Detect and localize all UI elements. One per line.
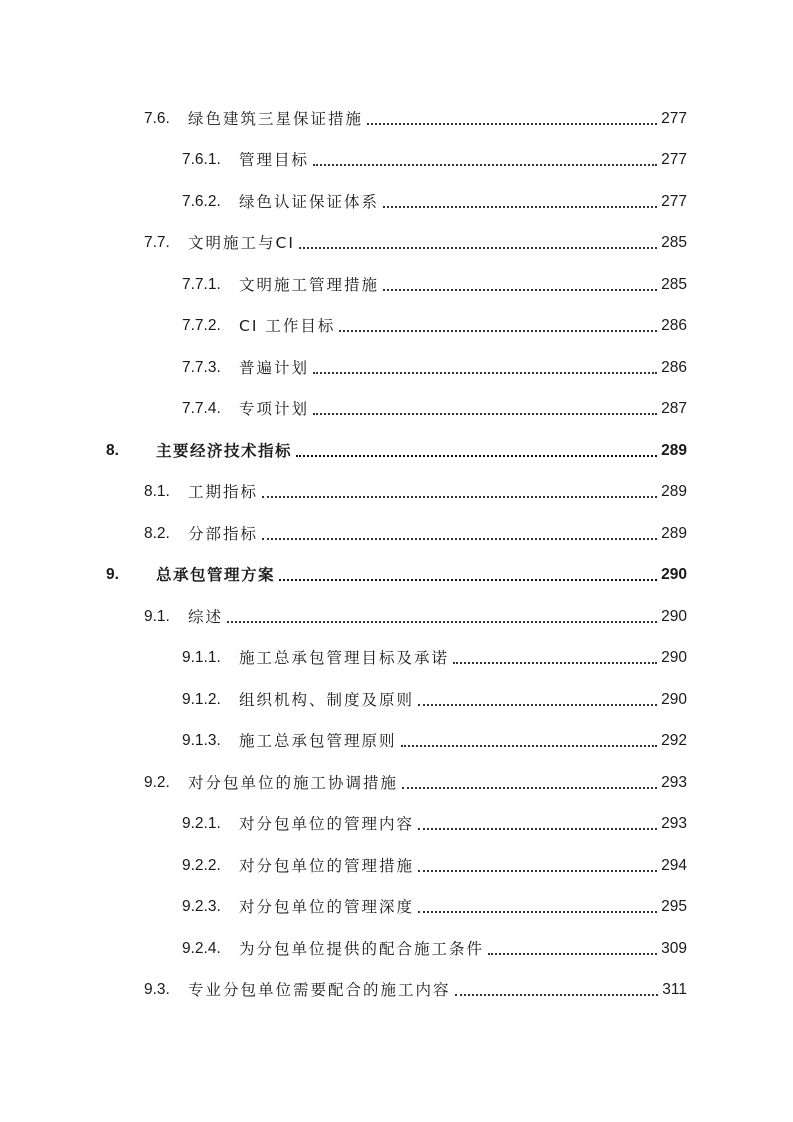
toc-page-number: 292: [661, 732, 687, 749]
toc-title: 施工总承包管理目标及承诺: [239, 649, 450, 667]
toc-title: 总承包管理方案: [156, 566, 276, 584]
toc-page-number: 293: [661, 815, 687, 832]
toc-entry-7-6[interactable]: [144, 105, 687, 129]
toc-page-number: 285: [661, 234, 687, 251]
toc-title: 管理目标: [239, 151, 310, 169]
toc-title: 专项计划: [239, 400, 310, 418]
toc-entry-7-6-1[interactable]: [182, 146, 687, 170]
dot-leader: [418, 870, 657, 872]
dot-leader: [313, 164, 657, 166]
toc-entry-7-7-1[interactable]: [182, 271, 687, 295]
toc-number: 9.2.4.: [182, 940, 221, 957]
toc-page-number: 286: [661, 359, 687, 376]
dot-leader: [279, 579, 657, 581]
toc-title: 绿色建筑三星保证措施: [188, 110, 364, 128]
toc-entry-8[interactable]: [106, 437, 687, 461]
dot-leader: [262, 496, 657, 498]
toc-entry-8-1[interactable]: [144, 478, 687, 502]
toc-entry-7-7-3[interactable]: [182, 354, 687, 378]
toc-title: 对分包单位的管理措施: [239, 857, 415, 875]
toc-title: 绿色认证保证体系: [239, 193, 380, 211]
toc-number: 8.: [106, 442, 119, 459]
toc-number: 9.2.1.: [182, 815, 221, 832]
toc-title: 对分包单位的管理内容: [239, 815, 415, 833]
toc-number: 7.7.: [144, 234, 170, 251]
toc-title: 文明施工管理措施: [239, 276, 380, 294]
toc-title: 工期指标: [188, 483, 259, 501]
toc-page-number: 290: [661, 566, 687, 583]
dot-leader: [339, 330, 657, 332]
toc-page-number: 295: [661, 898, 687, 915]
dot-leader: [313, 413, 657, 415]
toc-title: CI 工作目标: [239, 317, 336, 335]
toc-number: 9.1.3.: [182, 732, 221, 749]
toc-entry-9[interactable]: [106, 561, 687, 585]
toc-title: 为分包单位提供的配合施工条件: [239, 940, 485, 958]
toc-entry-7-7-4[interactable]: [182, 395, 687, 419]
toc-entry-9-1-2[interactable]: [182, 686, 687, 710]
toc-page-number: 286: [661, 317, 687, 334]
toc-entry-9-2-3[interactable]: [182, 893, 687, 917]
toc-entry-9-2-1[interactable]: [182, 810, 687, 834]
dot-leader: [418, 828, 657, 830]
toc-page-number: 277: [661, 110, 687, 127]
dot-leader: [455, 994, 659, 996]
toc-number: 7.7.2.: [182, 317, 221, 334]
dot-leader: [402, 787, 657, 789]
toc-number: 7.6.: [144, 110, 170, 127]
toc-entry-9-2[interactable]: [144, 769, 687, 793]
toc-number: 9.2.3.: [182, 898, 221, 915]
toc-page-number: 294: [661, 857, 687, 874]
dot-leader: [296, 455, 657, 457]
toc-entry-9-1-3[interactable]: [182, 727, 687, 751]
dot-leader: [383, 289, 657, 291]
toc-title: 普遍计划: [239, 359, 310, 377]
toc-number: 9.3.: [144, 981, 170, 998]
dot-leader: [383, 206, 657, 208]
toc-page-number: 311: [662, 981, 687, 998]
toc-page-number: 289: [661, 525, 687, 542]
dot-leader: [313, 372, 657, 374]
toc-entry-9-1-1[interactable]: [182, 644, 687, 668]
toc-title: 文明施工与CI: [188, 234, 295, 252]
dot-leader: [418, 704, 657, 706]
toc-number: 8.1.: [144, 483, 170, 500]
toc-number: 9.: [106, 566, 119, 583]
dot-leader: [488, 953, 657, 955]
dot-leader: [262, 538, 657, 540]
toc-page-number: 287: [661, 400, 687, 417]
toc-title: 对分包单位的施工协调措施: [188, 774, 399, 792]
toc-entry-8-2[interactable]: [144, 520, 687, 544]
toc-number: 9.1.: [144, 608, 170, 625]
toc-number: 8.2.: [144, 525, 170, 542]
toc-entry-9-3[interactable]: [144, 976, 687, 1000]
toc-page-number: 289: [661, 483, 687, 500]
dot-leader: [418, 911, 657, 913]
toc-number: 9.1.2.: [182, 691, 221, 708]
toc-number: 7.6.2.: [182, 193, 221, 210]
toc-page-number: 277: [661, 193, 687, 210]
toc-number: 7.7.3.: [182, 359, 221, 376]
toc-number: 7.7.4.: [182, 400, 221, 417]
toc-page-number: 290: [661, 608, 687, 625]
toc-entry-7-7-2[interactable]: [182, 312, 687, 336]
toc-entry-9-2-2[interactable]: [182, 852, 687, 876]
toc-title: 主要经济技术指标: [156, 442, 293, 460]
toc-entry-7-7[interactable]: [144, 229, 687, 253]
toc-page-number: 289: [661, 442, 687, 459]
toc-title: 对分包单位的管理深度: [239, 898, 415, 916]
toc-entry-9-1[interactable]: [144, 603, 687, 627]
dot-leader: [367, 123, 657, 125]
toc-number: 9.1.1.: [182, 649, 221, 666]
toc-title: 分部指标: [188, 525, 259, 543]
toc-title: 专业分包单位需要配合的施工内容: [188, 981, 451, 999]
dot-leader: [299, 247, 657, 249]
toc-entry-9-2-4[interactable]: [182, 935, 687, 959]
toc-number: 7.6.1.: [182, 151, 221, 168]
toc-title: 施工总承包管理原则: [239, 732, 397, 750]
toc-entry-7-6-2[interactable]: [182, 188, 687, 212]
toc-title: 综述: [188, 608, 224, 626]
toc-page-number: 293: [661, 774, 687, 791]
toc-title: 组织机构、制度及原则: [239, 691, 415, 709]
dot-leader: [227, 621, 657, 623]
toc-number: 9.2.2.: [182, 857, 221, 874]
toc-page-number: 290: [661, 649, 687, 666]
toc-number: 7.7.1.: [182, 276, 221, 293]
dot-leader: [453, 662, 657, 664]
dot-leader: [401, 745, 658, 747]
toc-page-number: 277: [661, 151, 687, 168]
toc-number: 9.2.: [144, 774, 170, 791]
toc-page-number: 290: [661, 691, 687, 708]
toc-page-number: 285: [661, 276, 687, 293]
toc-page-number: 309: [661, 940, 687, 957]
